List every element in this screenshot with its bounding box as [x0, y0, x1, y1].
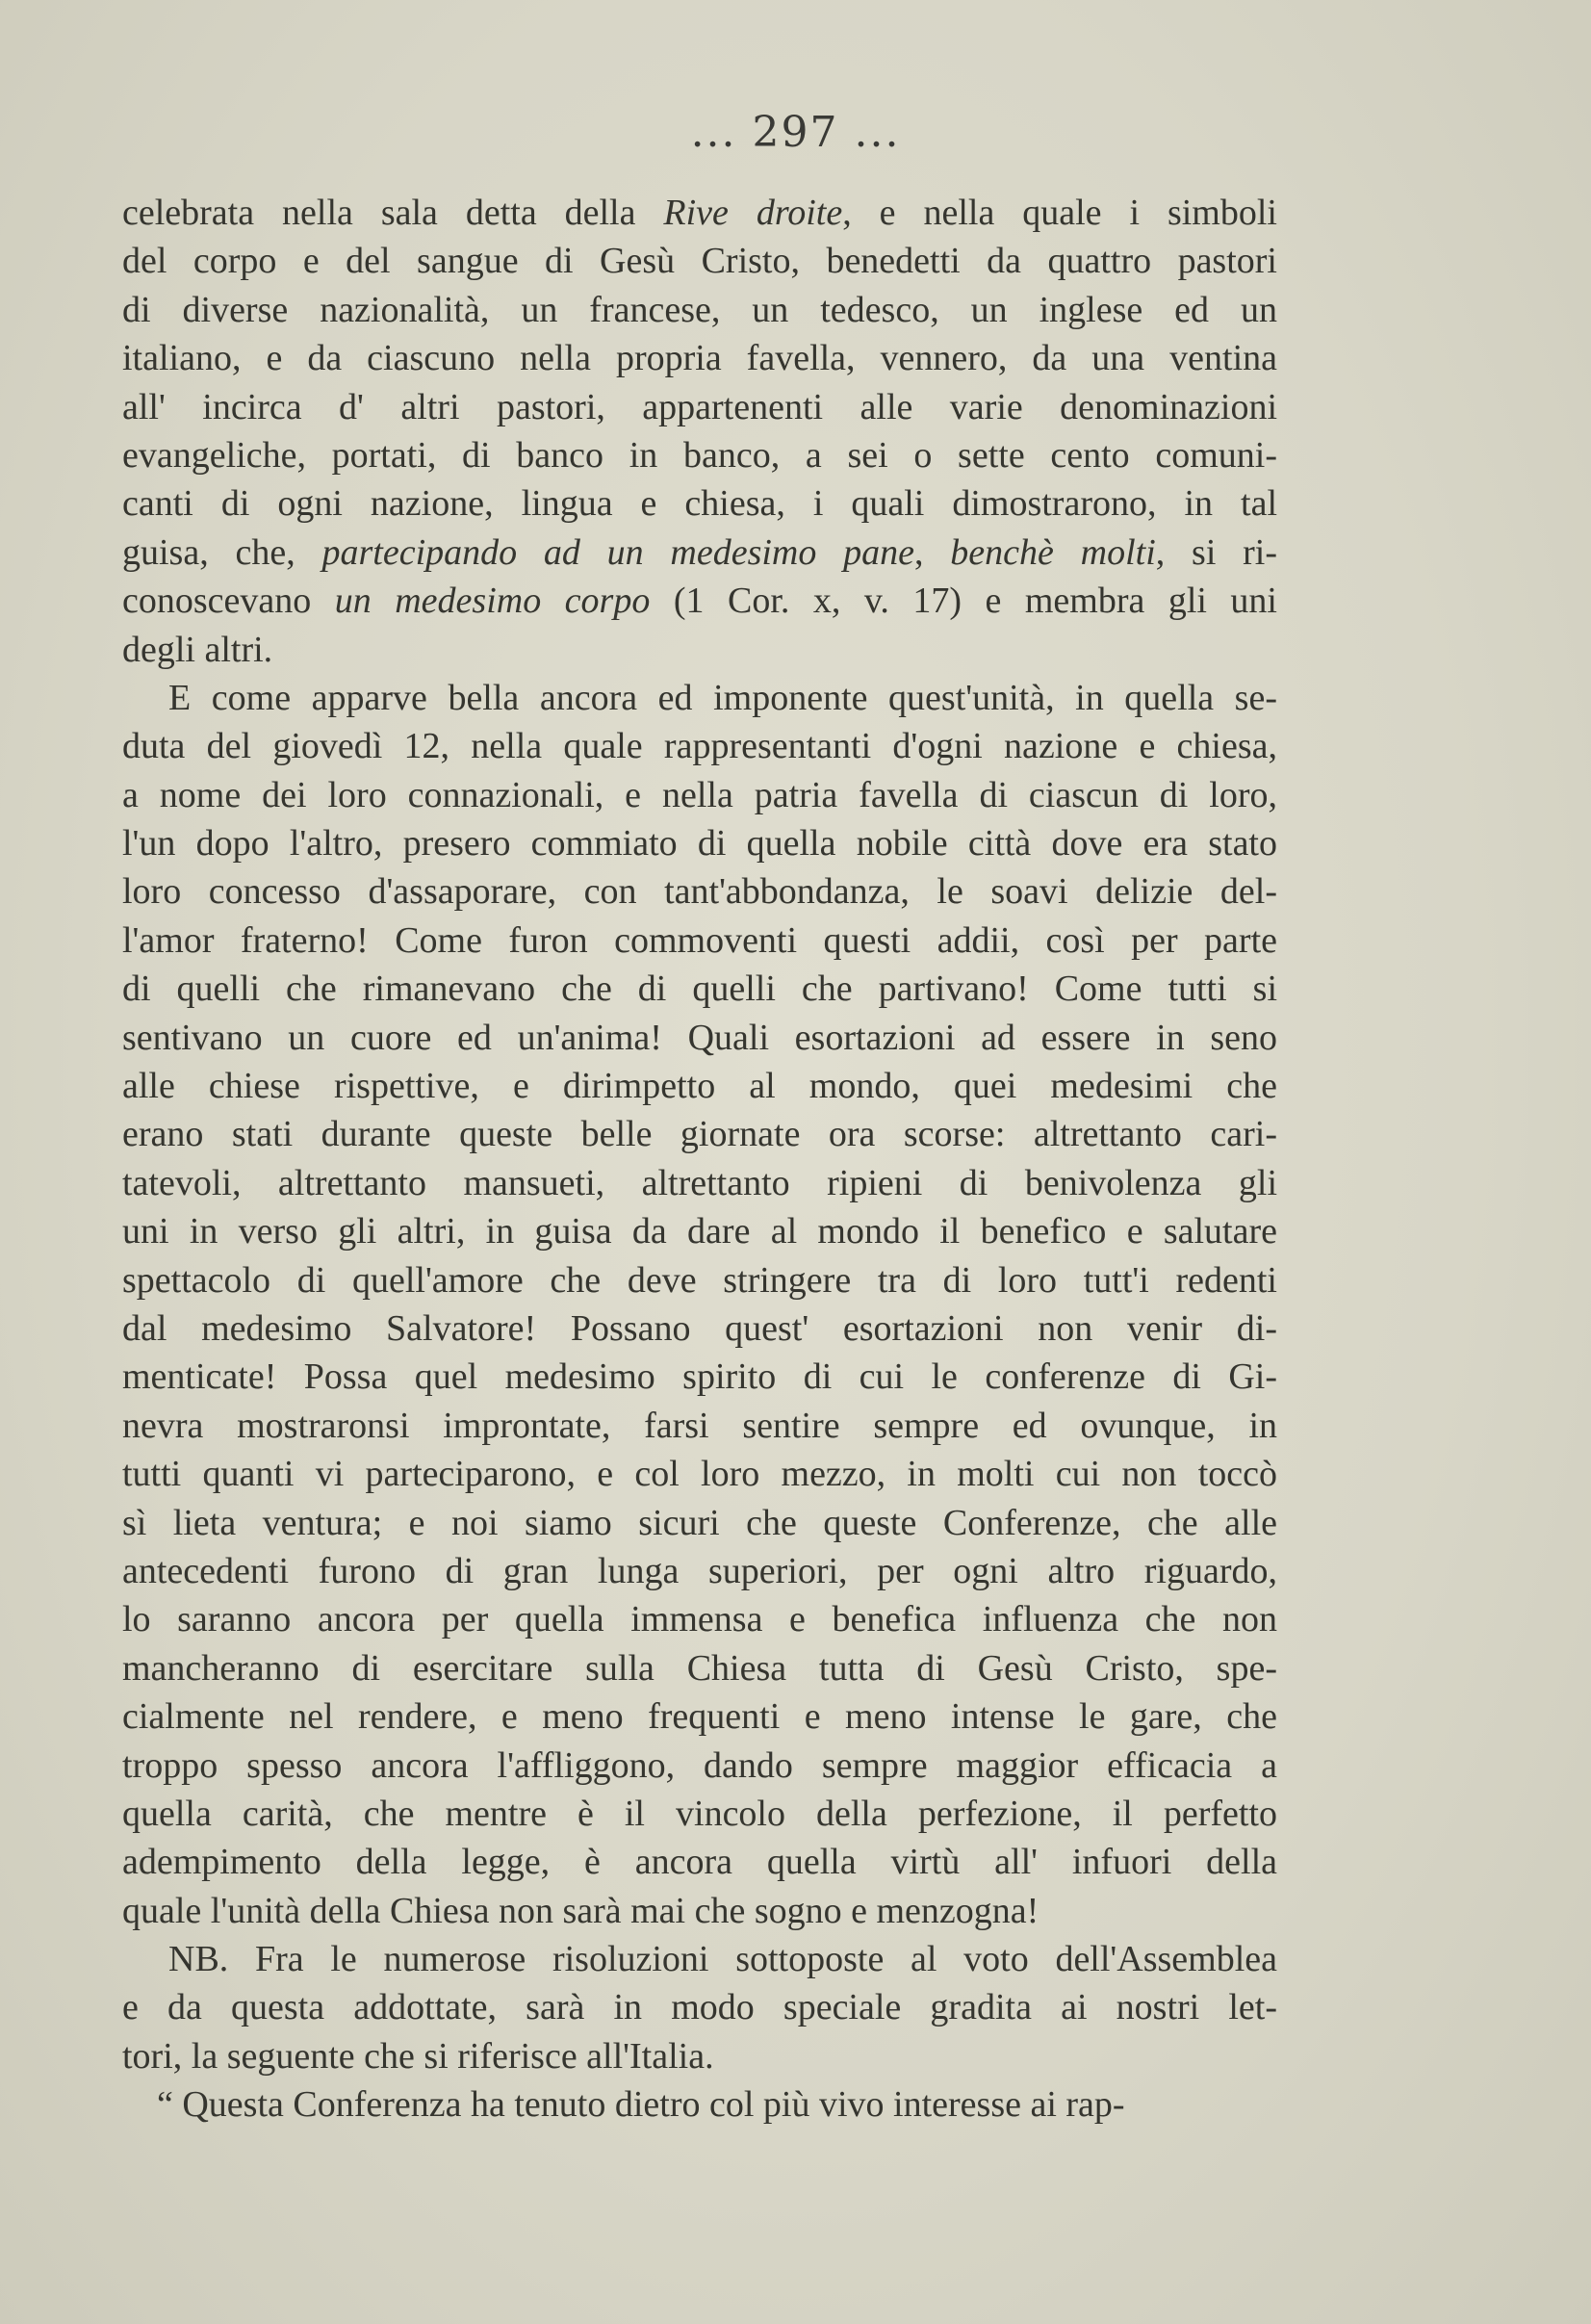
text-run: cialmente nel rendere, e meno frequenti e meno intense le gare, che — [122, 1696, 1277, 1738]
text-line — [122, 2080, 1277, 2129]
text-run: degli altri. — [122, 629, 273, 670]
text-line — [122, 1790, 1277, 1838]
text-run: uni in verso gli altri, in guisa da dare al mondo il benefico e salutare — [122, 1211, 1277, 1252]
text-run: (1 Cor. x, v. 17) e membra gli uni — [650, 581, 1277, 622]
text-line — [122, 1692, 1277, 1741]
text-run: dal medesimo Salvatore! Possano quest' esortazioni non venir di- — [122, 1307, 1277, 1349]
text-line — [122, 819, 1277, 867]
text-run: NB. Fra le numerose risoluzioni sottoposte al voto dell'Assemblea — [168, 1939, 1277, 1980]
text-run: all' incirca d' altri pastori, appartenenti alle varie denominazioni — [122, 386, 1277, 427]
text-line — [122, 1207, 1277, 1255]
text-line — [122, 1983, 1277, 2031]
text-line — [122, 674, 1277, 722]
page-number: ... 297 ... — [690, 108, 901, 157]
paragraph — [122, 2080, 1277, 2129]
text-line — [122, 1742, 1277, 1790]
text-line — [122, 1450, 1277, 1498]
text-line — [122, 577, 1277, 625]
text-run: del corpo e del sangue di Gesù Cristo, benedetti da quattro pastori — [122, 241, 1277, 282]
text-line — [122, 1402, 1277, 1450]
text-run: evangeliche, portati, di banco in banco, a sei o sette cento comuni- — [122, 434, 1277, 476]
text-run: tutti quanti vi parteciparono, e col loro mezzo, in molti cui non toccò — [122, 1454, 1277, 1495]
text-run: celebrata nella sala detta della — [122, 193, 664, 233]
text-run: a nome dei loro connazionali, e nella patria favella di ciascun di loro, — [122, 774, 1277, 815]
text-run: nevra mostraronsi improntate, farsi sentire sempre ed ovunque, in — [122, 1405, 1277, 1446]
text-line — [122, 1499, 1277, 1547]
text-line — [122, 431, 1277, 479]
text-line — [122, 771, 1277, 819]
text-line — [122, 1159, 1277, 1207]
text-line — [122, 334, 1277, 382]
text-run: tori, la seguente che si riferisce all'Italia. — [122, 2035, 714, 2077]
paragraph — [122, 1935, 1277, 2080]
text-run: sì lieta ventura; e noi siamo sicuri che queste Conferenze, che alle — [122, 1502, 1277, 1543]
text-run: erano stati durante queste belle giornate ora scorse: altrettanto cari- — [122, 1114, 1277, 1155]
text-run: loro concesso d'assaporare, con tant'abbondanza, le soavi delizie del- — [122, 871, 1277, 913]
paragraph — [122, 674, 1277, 1935]
text-line — [122, 626, 1277, 674]
text-run: l'amor fraterno! Come furon commoventi questi addii, così per parte — [122, 919, 1277, 961]
text-line — [122, 867, 1277, 916]
text-run: di diverse nazionalità, un francese, un tedesco, un inglese ed un — [122, 289, 1277, 330]
text-run: canti di ogni nazione, lingua e chiesa, i quali dimostrarono, in tal — [122, 483, 1277, 525]
text-run: antecedenti furono di gran lunga superiori, per ogni altro riguardo, — [122, 1550, 1277, 1591]
text-line — [122, 1014, 1277, 1062]
text-run: mancheranno di esercitare sulla Chiesa tutta di Gesù Cristo, spe- — [122, 1647, 1277, 1689]
text-line — [122, 529, 1277, 577]
text-line — [122, 286, 1277, 334]
text-line — [122, 383, 1277, 431]
text-run: quale l'unità della Chiesa non sarà mai che sogno e menzogna! — [122, 1890, 1039, 1931]
text-run: lo saranno ancora per quella immensa e benefica influenza che non — [122, 1599, 1277, 1640]
text-line — [122, 189, 1277, 237]
text-run: e da questa addottate, sarà in modo speciale gradita ai nostri let- — [122, 1987, 1277, 2028]
text-line — [122, 1353, 1277, 1401]
text-run: spettacolo di quell'amore che deve stringere tra di loro tutt'i redenti — [122, 1259, 1277, 1301]
text-line — [122, 1644, 1277, 1692]
italic-run: partecipando ad un medesimo pane — [321, 531, 915, 573]
text-line — [122, 237, 1277, 285]
italic-run: benchè molti — [950, 531, 1156, 573]
text-run: guisa, che, — [122, 531, 322, 573]
text-line — [122, 1256, 1277, 1304]
paragraph — [122, 189, 1277, 674]
italic-run: un medesimo corpo — [334, 581, 651, 622]
text-run: adempimento della legge, è ancora quella virtù all' infuori della — [122, 1842, 1277, 1883]
text-run: tatevoli, altrettanto mansueti, altrettanto ripieni di benivolenza gli — [122, 1162, 1277, 1203]
text-run: conoscevano — [122, 581, 335, 622]
text-run: , si ri- — [1155, 531, 1278, 573]
text-run: “ Questa Conferenza ha tenuto dietro col più vivo interesse ai rap- — [157, 2084, 1125, 2126]
text-run: sentivano un cuore ed un'anima! Quali esortazioni ad essere in seno — [122, 1017, 1277, 1058]
text-run: , — [914, 531, 951, 573]
text-line — [122, 1062, 1277, 1110]
text-line — [122, 1838, 1277, 1886]
text-run: , e nella quale i simboli — [842, 193, 1277, 233]
text-line — [122, 965, 1277, 1013]
text-run: troppo spesso ancora l'affliggono, dando sempre maggior efficacia a — [122, 1744, 1277, 1786]
text-run: alle chiese rispettive, e dirimpetto al mondo, quei medesimi che — [122, 1066, 1277, 1107]
text-run: duta del giovedì 12, nella quale rappresentanti d'ogni nazione e chiesa, — [122, 726, 1277, 767]
text-run: di quelli che rimanevano che di quelli che partivano! Come tutti si — [122, 968, 1277, 1010]
text-line — [122, 1935, 1277, 1983]
text-run: l'un dopo l'altro, presero commiato di quella nobile città dove era stato — [122, 823, 1277, 865]
text-line — [122, 1110, 1277, 1158]
text-line — [122, 479, 1277, 528]
body-text — [122, 189, 1277, 2130]
text-line — [122, 2032, 1277, 2080]
text-line — [122, 917, 1277, 965]
text-line — [122, 1547, 1277, 1595]
text-run: italiano, e da ciascuno nella propria favella, vennero, da una ventina — [122, 338, 1277, 379]
italic-run: Rive droite — [663, 193, 843, 233]
text-line — [122, 722, 1277, 770]
text-run: quella carità, che mentre è il vincolo della perfezione, il perfetto — [122, 1793, 1277, 1834]
text-run: menticate! Possa quel medesimo spirito di cui le conferenze di Gi- — [122, 1356, 1277, 1398]
text-line — [122, 1595, 1277, 1643]
text-run: E come apparve bella ancora ed imponente quest'unità, in quella se- — [168, 677, 1277, 718]
text-line — [122, 1304, 1277, 1353]
text-line — [122, 1887, 1277, 1935]
